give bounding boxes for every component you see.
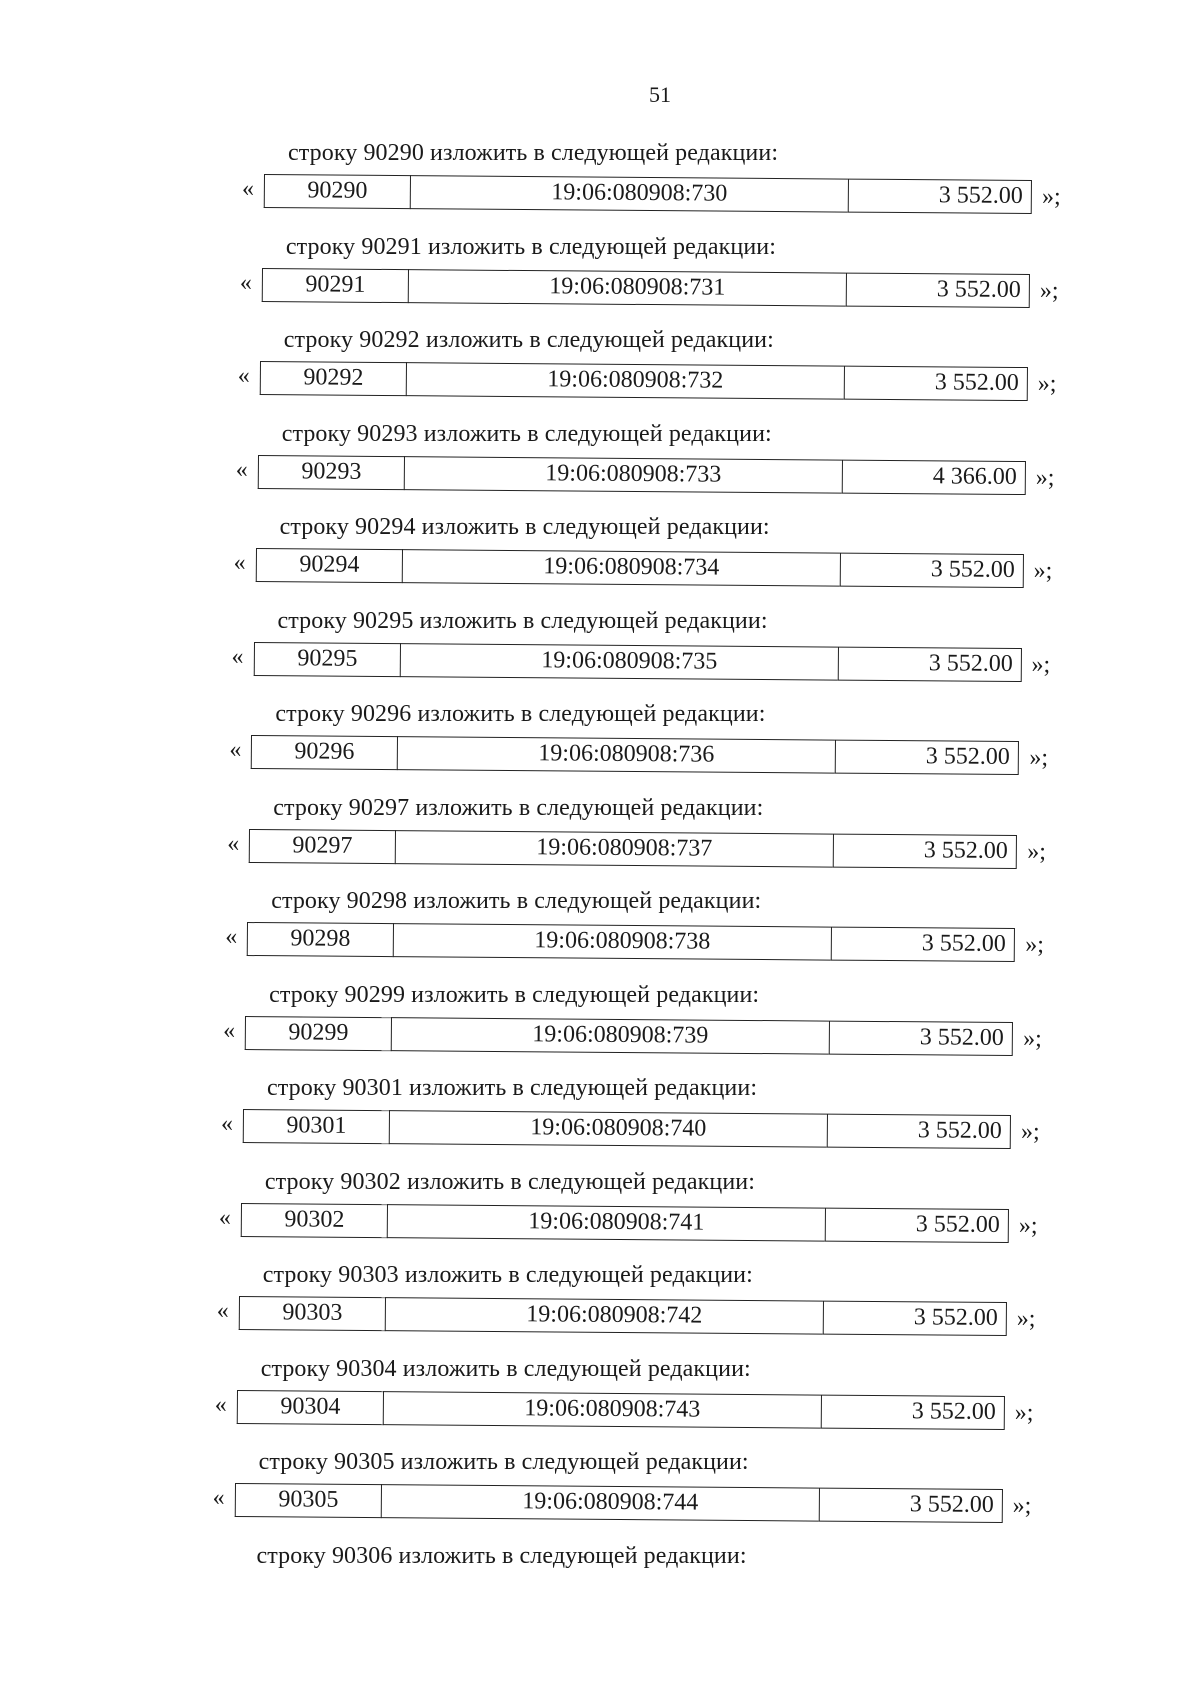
table-row — [247, 922, 1015, 962]
open-quote: « — [225, 924, 238, 950]
instruction-text: строку 90294 изложить в следующей редакции: — [279, 514, 770, 540]
amount-cell: 3 552.00 — [835, 740, 1019, 775]
amount-cell: 3 552.00 — [820, 1394, 1004, 1429]
cadastral-number-cell: 19:06:080908:742 — [385, 1297, 823, 1334]
instruction-text: строку 90306 изложить в следующей редакции: — [256, 1542, 747, 1569]
open-quote: « — [214, 1391, 227, 1418]
cadastral-number-cell: 19:06:080908:730 — [410, 175, 848, 212]
cadastral-number-cell: 19:06:080908:732 — [406, 362, 844, 399]
cadastral-number-cell: 19:06:080908:744 — [380, 1484, 818, 1521]
close-quote: »; — [1027, 838, 1046, 865]
amount-cell: 3 552.00 — [848, 179, 1032, 214]
cadastral-number-cell: 19:06:080908:739 — [391, 1017, 829, 1054]
row-code-cell: 90305 — [234, 1483, 380, 1518]
cadastral-number-cell: 19:06:080908:743 — [382, 1391, 820, 1428]
close-quote: »; — [1016, 1306, 1036, 1332]
instruction-text: строку 90302 изложить в следующей редакции: — [264, 1168, 755, 1195]
cadastral-number-cell: 19:06:080908:736 — [397, 736, 835, 773]
row-code-cell: 90297 — [249, 829, 395, 864]
table-row — [253, 642, 1021, 682]
open-quote: « — [231, 643, 244, 670]
row-code-cell: 90293 — [257, 455, 403, 490]
row-code-cell: 90302 — [241, 1203, 387, 1238]
amendment-entry — [227, 795, 1127, 881]
open-quote: « — [221, 1111, 233, 1137]
cadastral-number-cell: 19:06:080908:734 — [401, 549, 839, 586]
instruction-text: строку 90301 изложить в следующей редакции: — [267, 1075, 758, 1101]
open-quote: « — [216, 1298, 229, 1324]
instruction-text: строку 90296 изложить в следующей редакции: — [275, 701, 766, 727]
close-quote: »; — [1018, 1212, 1038, 1239]
close-quote: »; — [1021, 1119, 1040, 1145]
table-row — [234, 1483, 1002, 1523]
instruction-text: строку 90291 изложить в следующей редакции: — [285, 233, 776, 260]
amount-cell: 3 552.00 — [844, 366, 1028, 401]
row-code-cell: 90296 — [251, 735, 397, 770]
amount-cell: 3 552.00 — [831, 927, 1015, 962]
open-quote: « — [237, 363, 250, 389]
table-row — [251, 735, 1019, 775]
instruction-text: строку 90298 изложить в следующей редакции: — [271, 888, 762, 914]
close-quote: »; — [1037, 371, 1057, 397]
row-code-cell: 90299 — [245, 1016, 391, 1051]
amount-cell: 3 552.00 — [837, 646, 1021, 681]
close-quote: »; — [1025, 932, 1044, 958]
open-quote: « — [212, 1485, 225, 1511]
close-quote: »; — [1023, 1025, 1042, 1052]
amount-cell: 3 552.00 — [825, 1207, 1009, 1242]
cadastral-number-cell: 19:06:080908:738 — [393, 923, 831, 960]
amendment-entry — [234, 514, 1134, 600]
amendment-entry — [217, 1262, 1117, 1348]
open-quote: « — [242, 176, 254, 202]
amount-cell: 3 552.00 — [839, 553, 1023, 588]
amount-cell: 3 552.00 — [827, 1114, 1011, 1149]
amendment-entry — [219, 1169, 1119, 1255]
open-quote: « — [233, 550, 246, 576]
row-code-cell: 90295 — [253, 642, 399, 677]
instruction-text: строку 90299 изложить в следующей редакции: — [269, 981, 760, 1008]
amendment-entry — [238, 327, 1138, 413]
table-row — [243, 1109, 1011, 1149]
amount-cell: 3 552.00 — [829, 1020, 1013, 1055]
close-quote: »; — [1014, 1399, 1034, 1426]
amount-cell: 4 366.00 — [841, 459, 1025, 494]
instruction-text: строку 90290 изложить в следующей редакции: — [288, 140, 779, 166]
table-row — [239, 1296, 1007, 1336]
table-row — [236, 1390, 1004, 1430]
instruction-text: строку 90292 изложить в следующей редакции: — [283, 327, 774, 353]
close-quote: »; — [1033, 558, 1053, 584]
close-quote: »; — [1031, 651, 1051, 678]
row-code-cell: 90304 — [236, 1390, 382, 1425]
amendment-entry — [215, 1356, 1115, 1442]
instruction-text: строку 90303 изложить в следующей редакции: — [262, 1262, 753, 1288]
table-row — [245, 1016, 1013, 1056]
row-code-cell: 90290 — [264, 174, 410, 209]
open-quote: « — [229, 737, 242, 763]
cadastral-number-cell: 19:06:080908:733 — [403, 456, 841, 493]
row-code-cell: 90292 — [260, 361, 406, 396]
open-quote: « — [239, 269, 252, 296]
close-quote: »; — [1039, 277, 1059, 304]
amendment-entry — [213, 1449, 1113, 1535]
cadastral-number-cell: 19:06:080908:741 — [387, 1204, 825, 1241]
instruction-text: строку 90304 изложить в следующей редакции: — [260, 1355, 751, 1382]
cadastral-number-cell: 19:06:080908:740 — [389, 1110, 827, 1147]
table-row — [262, 268, 1030, 308]
page-number: 51 — [649, 82, 671, 107]
table-row — [257, 455, 1025, 495]
close-quote: »; — [1029, 745, 1049, 771]
instruction-text: строку 90305 изложить в следующей редакции: — [258, 1449, 749, 1475]
instruction-text: строку 90297 изложить в следующей редакции: — [273, 794, 764, 821]
open-quote: « — [218, 1204, 231, 1231]
amendment-entry — [240, 234, 1140, 320]
instruction-text: строку 90293 изложить в следующей редакции: — [281, 420, 772, 447]
open-quote: « — [223, 1017, 236, 1044]
row-code-cell: 90298 — [247, 922, 393, 957]
cadastral-number-cell: 19:06:080908:737 — [395, 830, 833, 867]
amendment-entry — [225, 888, 1125, 974]
amount-cell: 3 552.00 — [818, 1488, 1002, 1523]
instruction-text: строку 90295 изложить в следующей редакции: — [277, 607, 768, 634]
table-row — [241, 1203, 1009, 1243]
amendment-entry — [221, 1075, 1121, 1161]
row-code-cell: 90291 — [262, 268, 408, 303]
amendment-entry — [223, 982, 1123, 1068]
cadastral-number-cell: 19:06:080908:731 — [408, 269, 846, 306]
row-code-cell: 90303 — [239, 1296, 385, 1331]
amendment-entry — [242, 140, 1142, 226]
amendment-entry — [229, 701, 1129, 787]
open-quote: « — [235, 456, 248, 483]
row-code-cell: 90301 — [243, 1109, 389, 1144]
amendment-entry — [211, 1543, 1111, 1629]
table-row — [264, 174, 1032, 214]
close-quote: »; — [1035, 464, 1055, 491]
amendment-entry — [232, 608, 1132, 694]
table-row — [260, 361, 1028, 401]
cadastral-number-cell: 19:06:080908:735 — [399, 643, 837, 680]
amount-cell: 3 552.00 — [833, 833, 1017, 868]
open-quote: « — [227, 830, 240, 857]
table-row — [249, 829, 1017, 869]
amount-cell: 3 552.00 — [846, 272, 1030, 307]
close-quote: »; — [1012, 1493, 1032, 1519]
amount-cell: 3 552.00 — [823, 1301, 1007, 1336]
table-row — [255, 548, 1023, 588]
amendment-entry — [236, 421, 1136, 507]
close-quote: »; — [1042, 184, 1061, 210]
row-code-cell: 90294 — [255, 548, 401, 583]
